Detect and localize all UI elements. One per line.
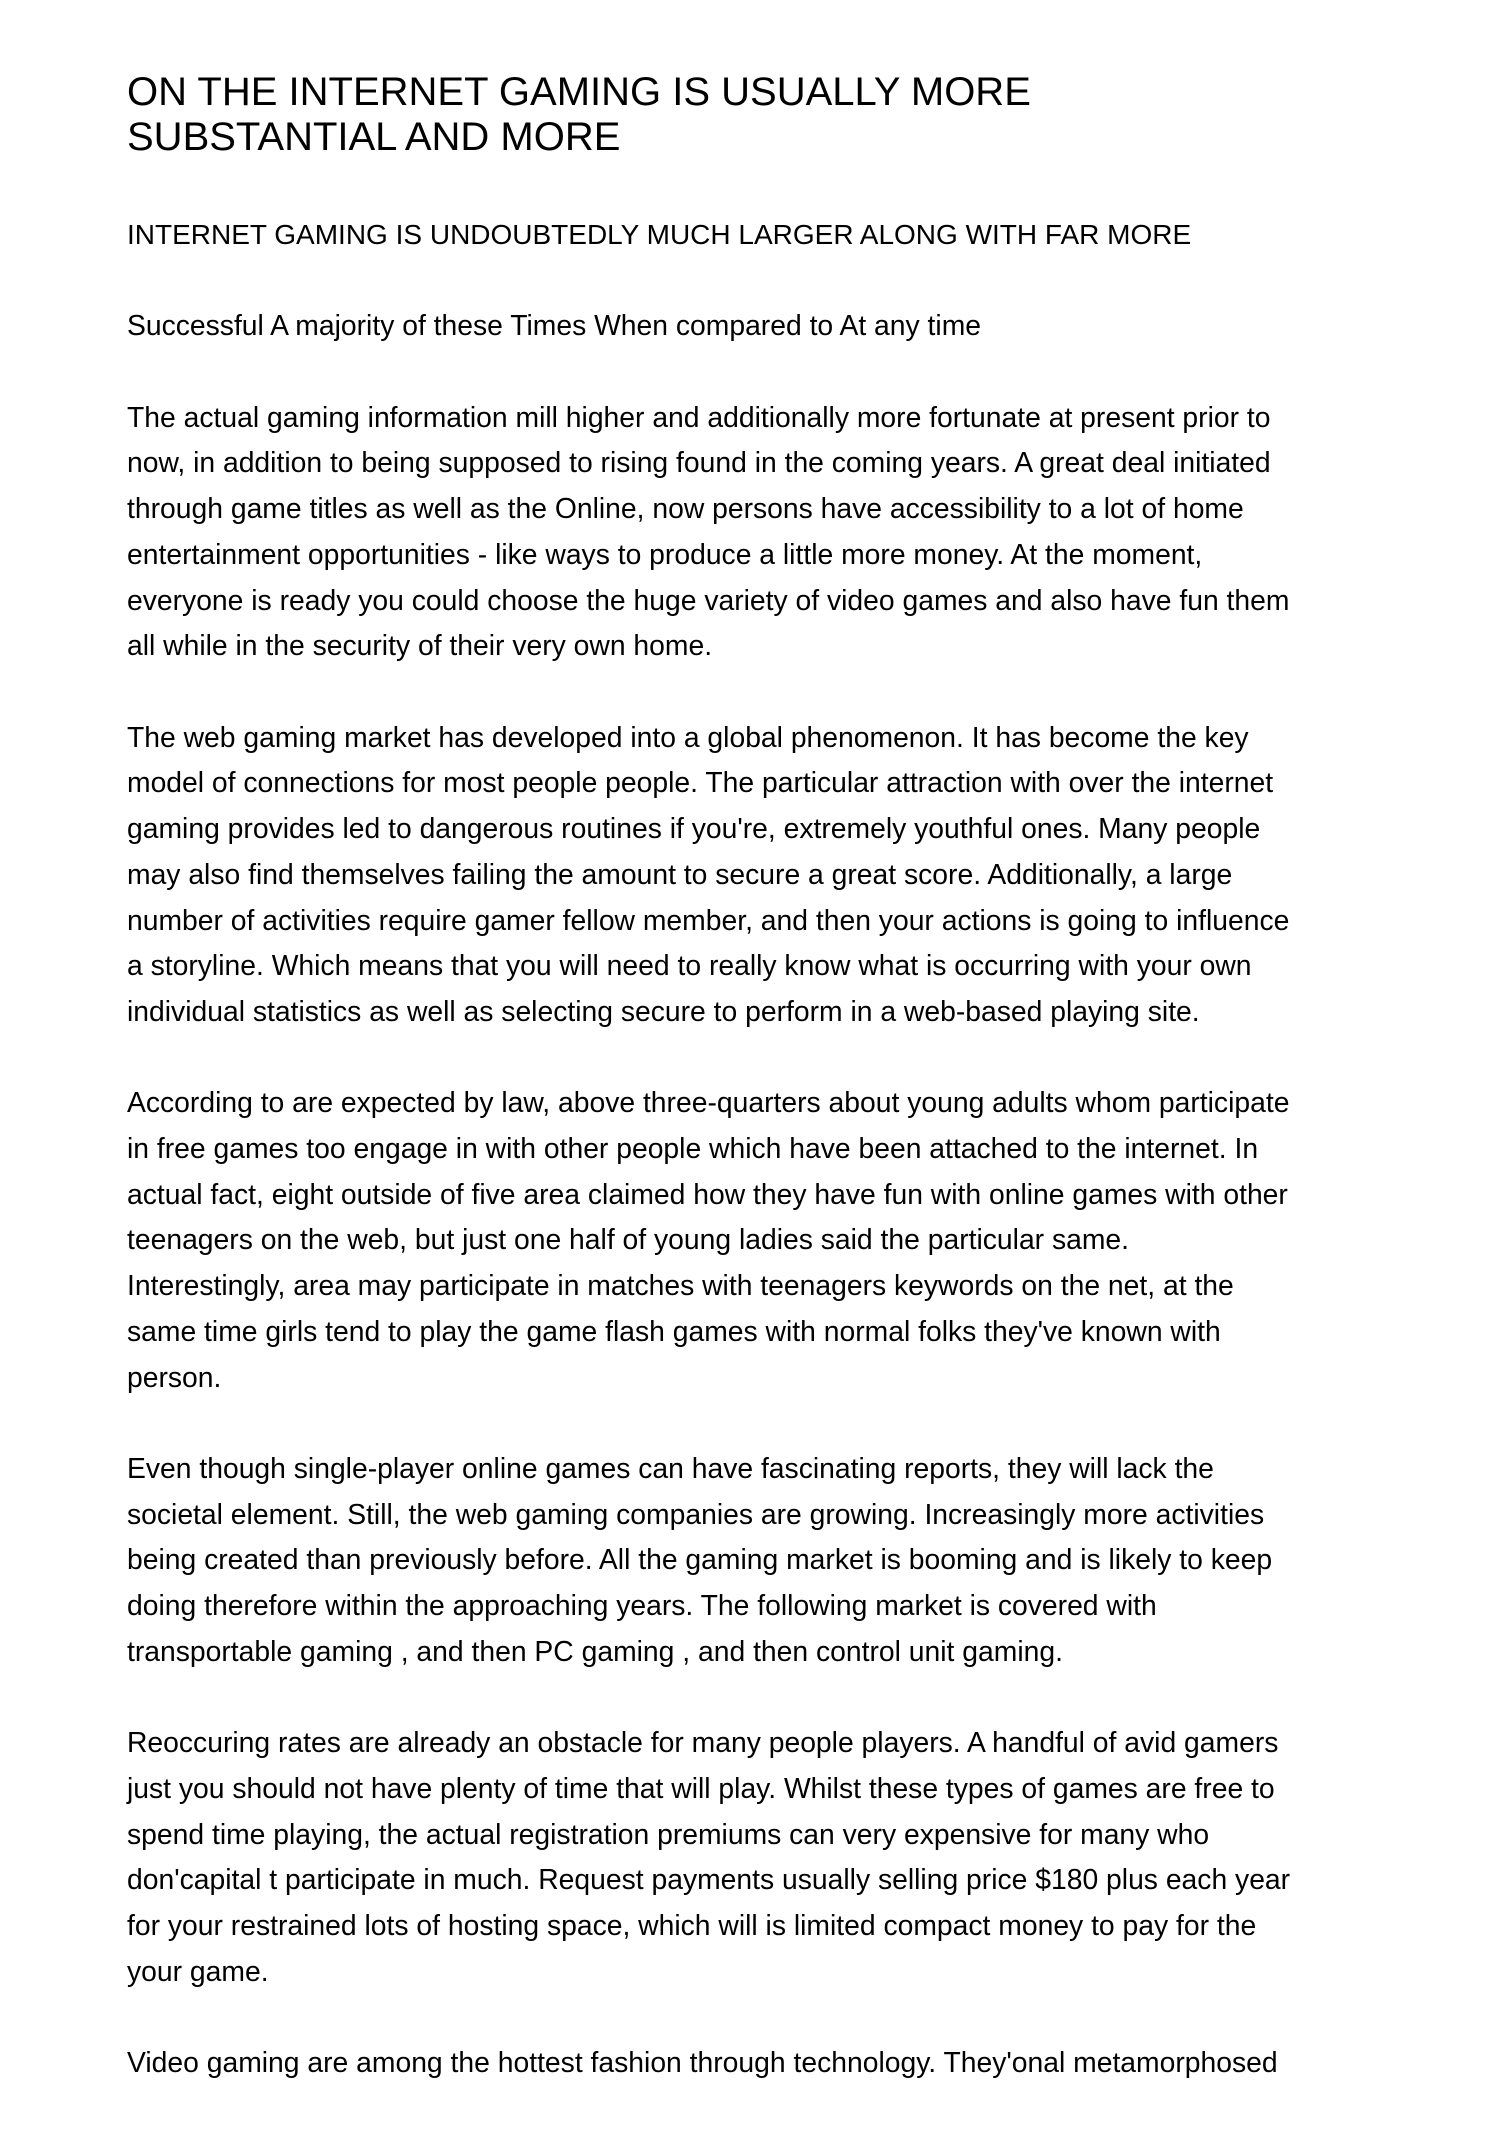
paragraph-line: don'capital t participate in much. Request payments usually selling price $180 plus each year: [127, 1863, 1291, 1896]
paragraph-line: for your restrained lots of hosting space, which will is limited compact money to pay for the: [127, 1908, 1257, 1941]
paragraph-line: actual fact, eight outside of five area claimed how they have fun with online games with other: [127, 1177, 1288, 1210]
paragraph-line: Interestingly, area may participate in matches with teenagers keywords on the net, at the: [127, 1269, 1234, 1302]
paragraph-line: person.: [127, 1360, 222, 1393]
paragraph-line: transportable gaming , and then PC gaming , and then control unit gaming.: [127, 1634, 1063, 1667]
paragraph-line: doing therefore within the approaching years. The following market is covered with: [127, 1589, 1157, 1622]
paragraph-line: all while in the security of their very own home.: [127, 629, 713, 662]
paragraph: [127, 395, 1427, 669]
paragraph-line: now, in addition to being supposed to rising found in the coming years. A great deal initiated: [127, 446, 1271, 479]
paragraph-line: According to are expected by law, above three-quarters about young adults whom participate: [127, 1086, 1290, 1119]
paragraph-line: The web gaming market has developed into a global phenomenon. It has become the key: [127, 720, 1249, 753]
paragraph-line: your game.: [127, 1954, 269, 1987]
paragraph-line: gaming provides led to dangerous routines if you're, extremely youthful ones. Many people: [127, 812, 1261, 845]
paragraph: [127, 715, 1427, 1035]
paragraph-line: Reoccuring rates are already an obstacle for many people players. A handful of avid gamers: [127, 1726, 1279, 1759]
title-line: SUBSTANTIAL AND MORE: [127, 115, 621, 159]
paragraph-line: everyone is ready you could choose the huge variety of video games and also have fun them: [127, 583, 1290, 616]
paragraph-line: number of activities require gamer fellow member, and then your actions is going to influence: [127, 903, 1290, 936]
paragraph: [127, 1446, 1427, 1675]
paragraph-line: teenagers on the web, but just one half of young ladies said the particular same.: [127, 1223, 1130, 1256]
subheading: INTERNET GAMING IS UNDOUBTEDLY MUCH LARGER ALONG WITH FAR MORE: [127, 219, 1192, 250]
document-title: [127, 70, 1427, 160]
paragraph-line: model of connections for most people people. The particular attraction with over the internet: [127, 766, 1274, 799]
paragraph-line: through game titles as well as the Online, now persons have accessibility to a lot of home: [127, 492, 1244, 525]
paragraph-line: spend time playing, the actual registration premiums can very expensive for many who: [127, 1817, 1210, 1850]
paragraph-line: same time girls tend to play the game flash games with normal folks they've known with: [127, 1314, 1221, 1347]
paragraph-line: Video gaming are among the hottest fashion through technology. They'onal metamorphosed: [127, 2046, 1278, 2079]
paragraph-line: just you should not have plenty of time that will play. Whilst these types of games are free to: [127, 1771, 1275, 1804]
paragraph-line: individual statistics as well as selecting secure to perform in a web-based playing site.: [127, 994, 1200, 1027]
paragraph-line: Successful A majority of these Times When compared to At any time: [127, 309, 982, 342]
paragraph: [127, 2040, 1427, 2086]
paragraph: [127, 1720, 1427, 1994]
paragraph-line: Even though single-player online games can have fascinating reports, they will lack the: [127, 1451, 1214, 1484]
paragraph-line: entertainment opportunities - like ways to produce a little more money. At the moment,: [127, 537, 1203, 570]
paragraph-line: The actual gaming information mill higher and additionally more fortunate at present prior to: [127, 400, 1271, 433]
paragraph: [127, 303, 1427, 349]
paragraph-line: being created than previously before. All the gaming market is booming and is likely to keep: [127, 1543, 1273, 1576]
paragraph-line: societal element. Still, the web gaming companies are growing. Increasingly more activities: [127, 1497, 1265, 1530]
paragraph-line: may also find themselves failing the amount to secure a great score. Additionally, a large: [127, 857, 1233, 890]
paragraph: [127, 1080, 1427, 1400]
paragraph-line: a storyline. Which means that you will need to really know what is occurring with your own: [127, 949, 1252, 982]
title-line: ON THE INTERNET GAMING IS USUALLY MORE: [127, 70, 1031, 114]
document-body: [127, 303, 1427, 2085]
document-page: [127, 70, 1427, 2131]
paragraph-line: in free games too engage in with other people which have been attached to the internet. In: [127, 1132, 1259, 1164]
